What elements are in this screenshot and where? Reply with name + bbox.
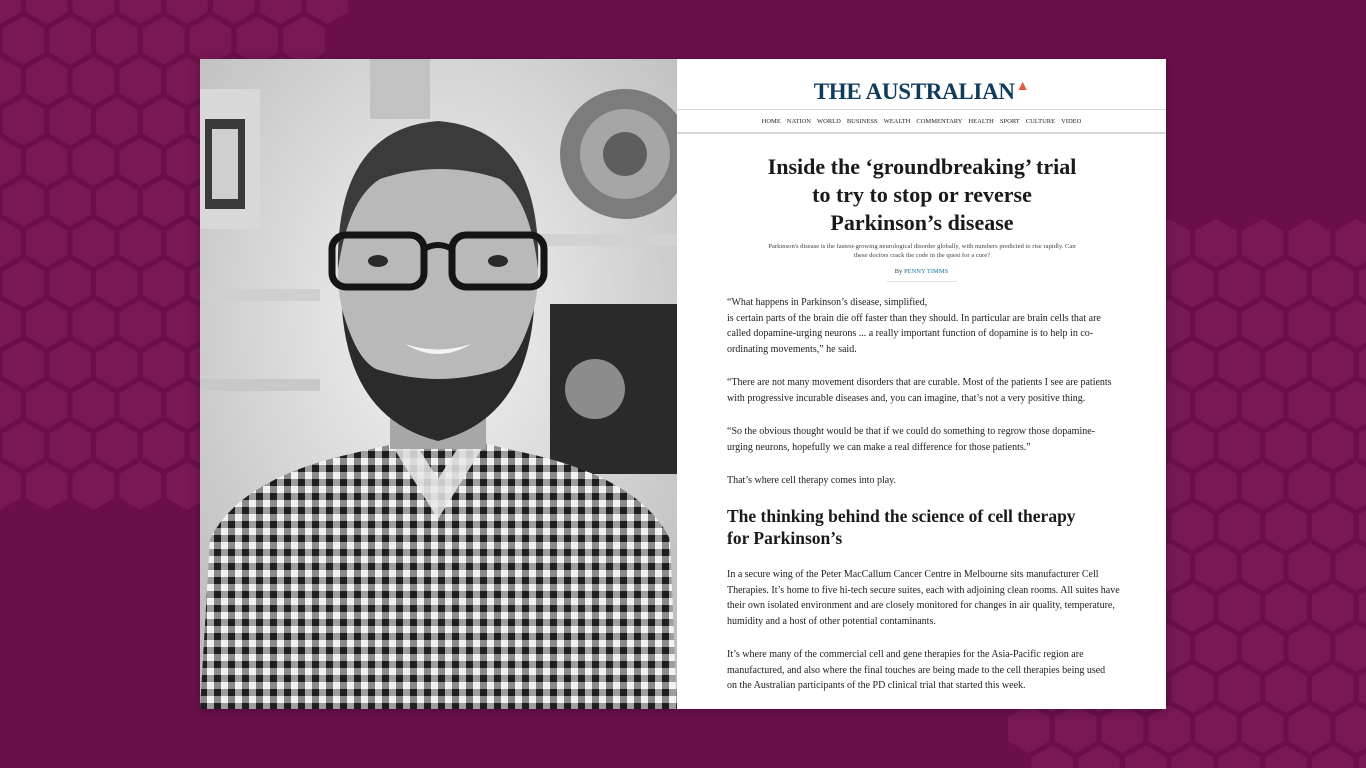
hexagon-tile (1242, 219, 1284, 267)
text-line: called dopamine-urging neurons ... a really important function of dopamine is to help in co- (727, 328, 1094, 339)
hexagon-tile (1172, 665, 1214, 713)
hexagon-tile (1195, 381, 1237, 429)
byline-divider (887, 281, 957, 282)
hexagon-tile (120, 219, 162, 267)
hexagon-tile (1335, 300, 1366, 348)
hexagon-tile (1312, 422, 1354, 470)
subheading-line: The thinking behind the science of cell therapy (727, 506, 1076, 526)
hexagon-tile (1265, 422, 1307, 470)
hexagon-tile (1172, 746, 1214, 768)
article-body-top (727, 295, 1147, 489)
hexagon-tile (49, 422, 91, 470)
text-line: with progressive incurable diseases and, you can imagine, that’s not a very positive thing. (727, 392, 1086, 404)
hexagon-tile (236, 17, 278, 65)
hexagon-tile (1008, 705, 1050, 753)
hexagon-tile (1195, 624, 1237, 672)
hexagon-tile (1242, 381, 1284, 429)
hexagon-tile (96, 422, 138, 470)
hexagon-tile (1265, 503, 1307, 551)
hexagon-tile (1172, 260, 1214, 308)
nav-item-culture[interactable]: CULTURE (1025, 117, 1056, 125)
hexagon-tile (143, 179, 185, 227)
hexagon-tile (1289, 300, 1331, 348)
hexagon-tile (96, 260, 138, 308)
paragraph (727, 647, 1147, 694)
hexagon-tile (1055, 705, 1097, 753)
text-line: is certain parts of the brain die off faster than they should. In particular are brain cells that are (727, 312, 1101, 324)
hexagon-tile (1289, 381, 1331, 429)
hexagon-tile (1219, 341, 1261, 389)
hexagon-tile (1312, 260, 1354, 308)
hexagon-tile (1312, 584, 1354, 632)
hexagon-tile (1031, 746, 1073, 768)
hexagon-tile (120, 0, 162, 24)
hexagon-tile (120, 57, 162, 105)
hexagon-tile (1359, 260, 1366, 308)
hexagon-tile (143, 341, 185, 389)
paragraph (727, 295, 1147, 357)
hexagon-tile (96, 17, 138, 65)
hexagon-tile (1265, 665, 1307, 713)
headline (717, 153, 1127, 237)
hexagon-tile (307, 0, 349, 24)
nav-item-world[interactable]: WORLD (817, 117, 841, 125)
subheading (727, 505, 1147, 549)
hexagon-tile (1289, 543, 1331, 591)
hexagon-tile (1242, 705, 1284, 753)
hexagon-tile (1172, 584, 1214, 632)
hexagon-tile (1289, 624, 1331, 672)
hexagon-tile (143, 422, 185, 470)
hexagon-tile (1312, 665, 1354, 713)
hexagon-tile (3, 179, 45, 227)
hexagon-tile (73, 462, 115, 510)
hexagon-tile (1265, 260, 1307, 308)
standfirst (742, 242, 1102, 260)
paragraph (727, 567, 1147, 629)
article-card (200, 59, 1166, 709)
hexagon-tile (26, 57, 68, 105)
hexagon-tile (120, 381, 162, 429)
hexagon-tile (3, 17, 45, 65)
hexagon-tile (73, 300, 115, 348)
hexagon-tile (1195, 219, 1237, 267)
hexagon-tile (1359, 584, 1366, 632)
hexagon-tile (1219, 503, 1261, 551)
hexagon-tile (190, 17, 232, 65)
hexagon-tile (1335, 381, 1366, 429)
text-line: ordinating movements,” he said. (727, 343, 857, 355)
hexagon-tile (1359, 341, 1366, 389)
hexagon-tile (1312, 746, 1354, 768)
text-line: “So the obvious thought would be that if we could do something to regrow those dopamine- (727, 426, 1095, 437)
standfirst-line: these doctors crack the code in the quest for a cure? (853, 252, 991, 259)
hexagon-tile (1219, 260, 1261, 308)
nav-item-sport[interactable]: SPORT (999, 117, 1020, 125)
text-line: humidity and a host of other potential contaminants. (727, 615, 936, 627)
hexagon-tile (73, 138, 115, 186)
nav-item-health[interactable]: HEALTH (968, 117, 994, 125)
hexagon-tile (1195, 462, 1237, 510)
hexagon-tile (143, 260, 185, 308)
hexagon-tile (1078, 746, 1120, 768)
hexagon-tile (1219, 584, 1261, 632)
hexagon-tile (1289, 705, 1331, 753)
hexagon-tile (1265, 746, 1307, 768)
hexagon-tile (1359, 665, 1366, 713)
headline-line: to try to stop or reverse (812, 182, 1032, 207)
byline (677, 268, 1166, 275)
nav-item-home[interactable]: HOME (761, 117, 781, 125)
hexagon-tile (213, 0, 255, 24)
text-line: their own isolated environment and are closely monitored for changes in air quality, temperature, (727, 600, 1115, 611)
hexagon-tile (260, 0, 302, 24)
hexagon-tile (26, 219, 68, 267)
portrait-photo (200, 59, 677, 709)
hexagon-tile (0, 138, 21, 186)
masthead-title: THE AUSTRALIAN (813, 79, 1015, 104)
hexagon-tile (49, 341, 91, 389)
standfirst-line: Parkinson's disease is the fastest-growing neurological disorder globally, with numbers predicted to rise rapidly. Can (768, 243, 1076, 250)
hexagon-tile (26, 0, 68, 24)
nav-item-commentary[interactable]: COMMENTARY (916, 117, 963, 125)
hexagon-tile (1219, 665, 1261, 713)
article-body-bottom (727, 567, 1147, 694)
hexagon-tile (1172, 503, 1214, 551)
hexagon-tile (1242, 462, 1284, 510)
hexagon-tile (1289, 219, 1331, 267)
article-page (677, 59, 1166, 709)
hexagon-tile (1242, 624, 1284, 672)
text-line: manufactured, and also where the final touches are being made to the cell therapies being used (727, 664, 1106, 676)
byline-prefix: By (894, 268, 903, 275)
subheading-line: for Parkinson’s (727, 528, 843, 548)
hexagon-tile (1172, 341, 1214, 389)
hexagon-tile (49, 179, 91, 227)
text-line: “There are not many movement disorders that are curable. Most of the patients I see are patients (727, 377, 1112, 388)
paragraph (727, 375, 1147, 406)
flame-icon: ▲ (1015, 79, 1030, 94)
hexagon-tile (26, 300, 68, 348)
hexagon-tile (120, 300, 162, 348)
masthead[interactable] (677, 79, 1166, 103)
main-nav (677, 109, 1166, 134)
hexagon-tile (0, 462, 21, 510)
hexagon-tile (73, 57, 115, 105)
hexagon-tile (73, 381, 115, 429)
text-line: urging neurons, hopefully we can make a real difference for those patients.” (727, 441, 1031, 453)
hexagon-tile (1312, 341, 1354, 389)
hexagon-tile (283, 17, 325, 65)
paragraph (727, 424, 1147, 455)
hexagon-tile (120, 462, 162, 510)
hexagon-tile (26, 462, 68, 510)
text-line: on the Australian participants of the PD clinical trial that started this week. (727, 680, 1026, 691)
hexagon-tile (73, 219, 115, 267)
hexagon-tile (1102, 705, 1144, 753)
nav-item-business[interactable]: BUSINESS (846, 117, 878, 125)
hexagon-tile (1359, 422, 1366, 470)
hexagon-tile (1335, 219, 1366, 267)
hexagon-tile (3, 422, 45, 470)
hexagon-tile (26, 381, 68, 429)
hexagon-tile (1172, 422, 1214, 470)
hexagon-tile (96, 98, 138, 146)
hexagon-tile (0, 381, 21, 429)
hexagon-tile (1242, 543, 1284, 591)
hexagon-tile (49, 260, 91, 308)
hexagon-tile (1195, 300, 1237, 348)
paragraph (727, 473, 1147, 489)
hexagon-tile (1148, 705, 1190, 753)
hexagon-tile (1289, 462, 1331, 510)
headline-line: Inside the ‘groundbreaking’ trial (767, 154, 1077, 179)
hexagon-tile (143, 17, 185, 65)
text-line: “What happens in Parkinson’s disease, simplified, (727, 297, 928, 308)
hexagon-tile (73, 0, 115, 24)
hexagon-tile (0, 57, 21, 105)
hexagon-tile (96, 179, 138, 227)
hexagon-tile (120, 138, 162, 186)
nav-item-video[interactable]: VIDEO (1061, 117, 1082, 125)
headline-line: Parkinson’s disease (830, 210, 1014, 235)
nav-item-wealth[interactable]: WEALTH (883, 117, 911, 125)
hexagon-tile (49, 17, 91, 65)
hexagon-tile (1265, 341, 1307, 389)
hexagon-tile (0, 219, 21, 267)
hexagon-tile (1312, 503, 1354, 551)
hexagon-tile (1335, 705, 1366, 753)
hexagon-tile (1219, 422, 1261, 470)
hexagon-tile (1335, 543, 1366, 591)
hexagon-tile (49, 98, 91, 146)
text-line: That’s where cell therapy comes into play. (727, 475, 897, 486)
hexagon-tile (26, 138, 68, 186)
hexagon-tile (1219, 746, 1261, 768)
hexagon-tile (1359, 503, 1366, 551)
hexagon-tile (3, 341, 45, 389)
author-link[interactable]: PENNY TIMMS (903, 268, 949, 275)
nav-item-nation[interactable]: NATION (786, 117, 811, 125)
text-line: Therapies. It’s home to five hi-tech secure suites, each with adjoining clean rooms. All suites have (727, 584, 1120, 596)
hexagon-tile (1242, 300, 1284, 348)
hexagon-tile (3, 260, 45, 308)
hexagon-tile (1265, 584, 1307, 632)
hexagon-tile (166, 0, 208, 24)
hexagon-tile (3, 98, 45, 146)
hexagon-tile (1335, 624, 1366, 672)
hexagon-tile (96, 341, 138, 389)
hexagon-tile (1195, 705, 1237, 753)
hexagon-tile (1125, 746, 1167, 768)
hexagon-tile (1195, 543, 1237, 591)
text-line: In a secure wing of the Peter MacCallum Cancer Centre in Melbourne sits manufacturer Cell (727, 569, 1099, 580)
hexagon-tile (143, 98, 185, 146)
hexagon-tile (0, 300, 21, 348)
hexagon-tile (1335, 462, 1366, 510)
text-line: It’s where many of the commercial cell and gene therapies for the Asia-Pacific region are (727, 649, 1084, 660)
